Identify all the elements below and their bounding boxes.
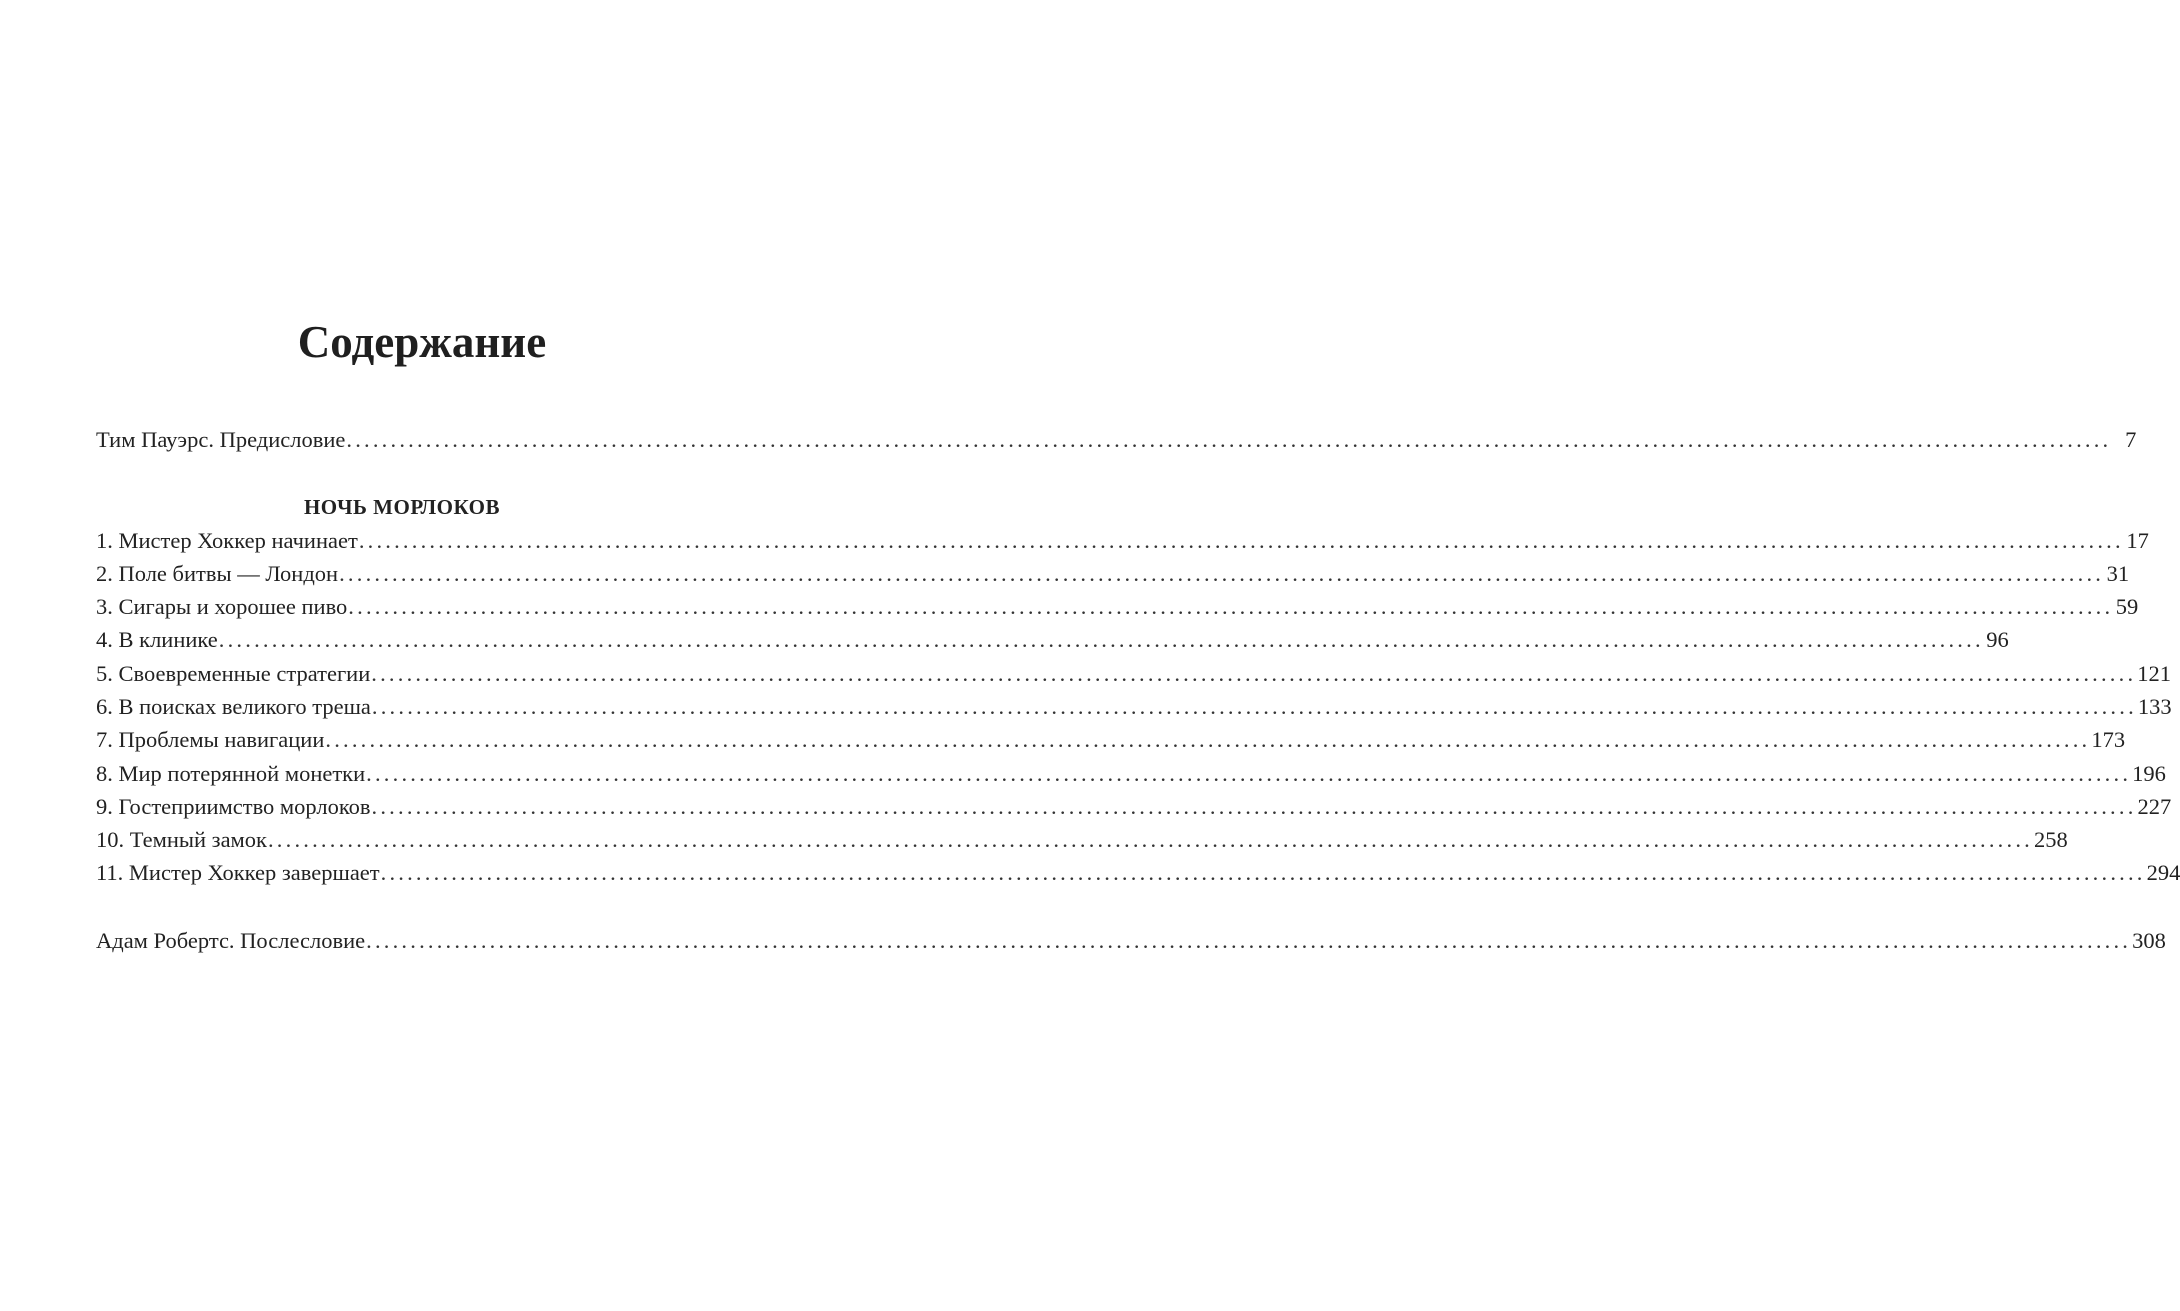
toc-entry-page: 173	[2091, 727, 2126, 752]
toc-entry-afterword[interactable]	[96, 926, 2166, 956]
toc-entry-chapter[interactable]	[96, 659, 2172, 689]
leader-dots: ........................................................................................................................................................................................................	[380, 860, 2146, 885]
toc-entry-chapter[interactable]	[96, 692, 2172, 722]
leader-dots: ........................................................................................................................................................................................................	[325, 727, 2091, 752]
toc-entry-chapter[interactable]	[96, 759, 2166, 789]
toc-entry-page: 96	[1986, 627, 2009, 652]
toc-entry-title: 9. Гостеприимство морлоков	[96, 794, 371, 819]
chapter-list	[96, 0, 2180, 1311]
leader-dots: ........................................................................................................................................................................................................	[371, 661, 2137, 686]
toc-entry-title: 11. Мистер Хоккер завершает	[96, 860, 380, 885]
toc-entry-page: 17	[2126, 528, 2149, 553]
toc-entry-page: 294	[2146, 860, 2180, 885]
toc-entry-chapter[interactable]	[96, 625, 2009, 655]
leader-dots: ........................................................................................................................................................................................................	[348, 594, 2114, 619]
toc-entry-title: 8. Мир потерянной монетки	[96, 761, 366, 786]
leader-dots: ........................................................................................................................................................................................................	[366, 928, 2132, 953]
toc-entry-page: 308	[2132, 928, 2166, 953]
leader-dots: ........................................................................................................................................................................................................	[371, 794, 2137, 819]
toc-entry-page: 59	[2115, 594, 2139, 619]
page-title: Содержание	[297, 317, 547, 367]
toc-entry-page: 31	[2106, 561, 2130, 586]
toc-entry-title: 7. Проблемы навигации	[96, 727, 325, 752]
toc-entry-page: 7	[2125, 427, 2137, 452]
toc-entry-chapter[interactable]	[96, 825, 2068, 855]
toc-entry-title: 10. Темный замок	[96, 827, 267, 852]
toc-entry-chapter[interactable]	[96, 725, 2126, 755]
section-heading: НОЧЬ МОРЛОКОВ	[303, 495, 501, 519]
leader-dots: ........................................................................................................................................................................................................	[366, 761, 2132, 786]
toc-entry-page: 258	[2033, 827, 2068, 852]
leader-dots: ........................................................................................................................................................................................................	[267, 827, 2033, 852]
toc-entry-title: 3. Сигары и хорошее пиво	[96, 594, 348, 619]
toc-entry-chapter[interactable]	[96, 792, 2172, 822]
toc-entry-page: 133	[2137, 694, 2172, 719]
toc-entry-title: 5. Своевременные стратегии	[96, 661, 371, 686]
toc-entry-chapter[interactable]	[96, 592, 2139, 622]
toc-entry-title: Адам Робертс. Послесловие	[96, 928, 366, 953]
leader-dots: ........................................................................................................................................................................................................	[339, 561, 2105, 586]
toc-entry-chapter[interactable]	[96, 858, 2180, 888]
toc-entry-page: 121	[2137, 661, 2172, 686]
toc-entry-chapter[interactable]	[96, 526, 2149, 556]
toc-entry-title: 6. В поисках великого треша	[96, 694, 371, 719]
leader-dots: ........................................................................................................................................................................................................	[371, 694, 2137, 719]
toc-entry-title: 1. Мистер Хоккер начинает	[96, 528, 358, 553]
toc-entry-chapter[interactable]	[96, 559, 2130, 589]
toc-entry-page: 196	[2132, 761, 2166, 786]
leader-dots: ........................................................................................................................................................................................................	[358, 528, 2124, 553]
toc-entry-title: 4. В клинике	[96, 627, 218, 652]
toc-entry-page: 227	[2137, 794, 2172, 819]
leader-dots: ........................................................................................................................................................................................................	[346, 427, 2112, 452]
toc-entry-title: 2. Поле битвы — Лондон	[96, 561, 339, 586]
toc-entry-title: Тим Пауэрс. Предисловие	[96, 427, 346, 452]
leader-dots: ........................................................................................................................................................................................................	[218, 627, 1984, 652]
